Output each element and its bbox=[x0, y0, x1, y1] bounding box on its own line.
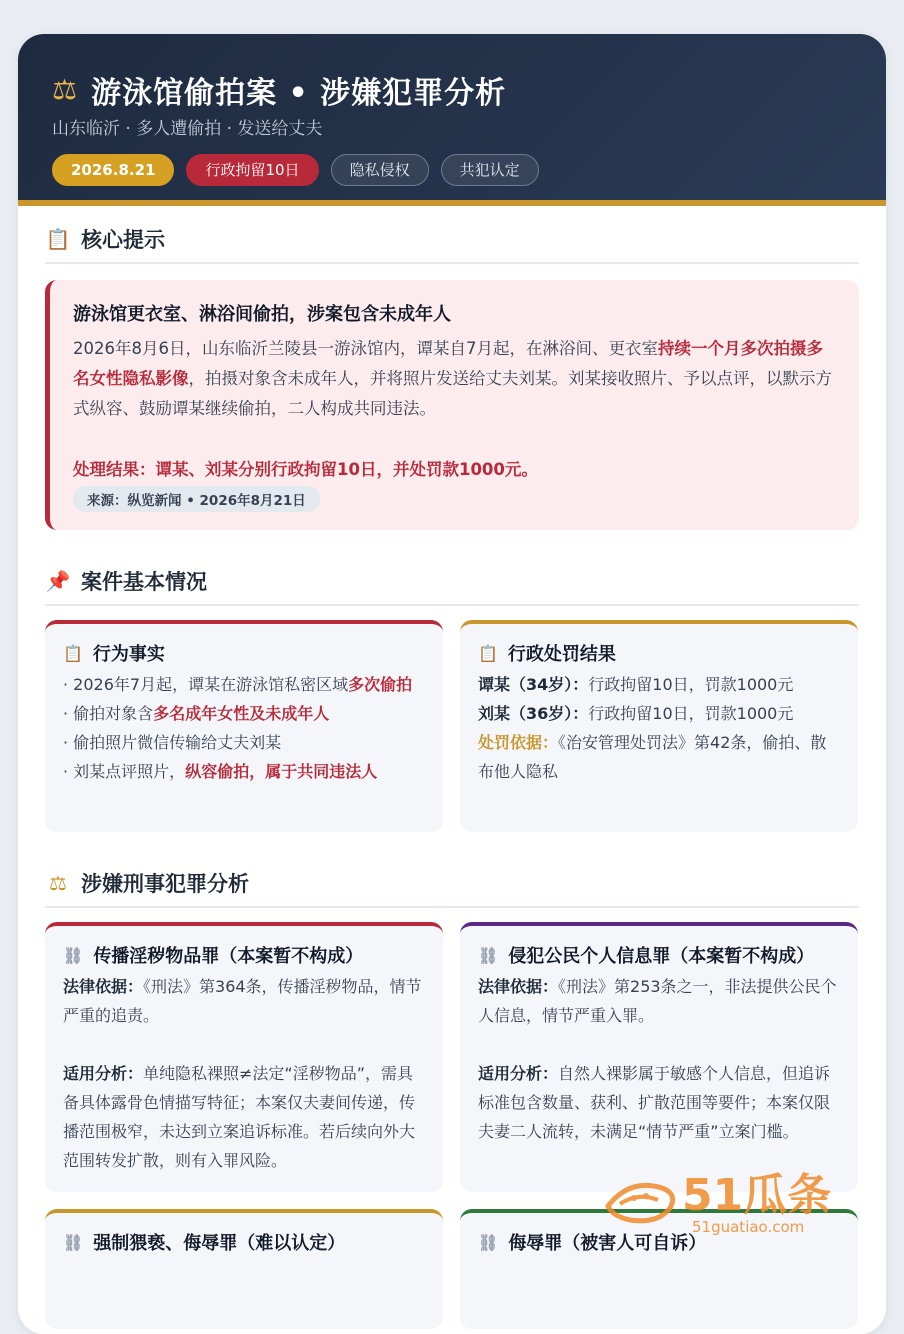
page-title: 游泳馆偷拍案 • 涉嫌犯罪分析 bbox=[91, 76, 507, 111]
list-item: · 刘某点评照片，纵容偷拍，属于共同违法人 bbox=[63, 762, 378, 781]
core-section-title: 核心提示 bbox=[81, 228, 165, 252]
chain-icon: ⛓ bbox=[63, 945, 84, 965]
alert-title: 游泳馆更衣室、淋浴间偷拍，涉案包含未成年人 bbox=[73, 304, 451, 325]
document-card bbox=[18, 34, 886, 1334]
basic-section-title: 案件基本情况 bbox=[81, 570, 207, 594]
facts-card bbox=[45, 620, 443, 832]
crime-card bbox=[460, 1209, 858, 1329]
header-banner bbox=[18, 34, 886, 206]
privacy-tag: 隐私侵权 bbox=[331, 154, 429, 186]
list-item: 处罚依据：《治安管理处罚法》第42条，偷拍、散布他人隐私 bbox=[478, 733, 827, 781]
legal-basis: 法律依据：《刑法》第253条之一，非法提供公民个人信息，情节严重入罪。 bbox=[478, 977, 837, 1025]
source-badge: 来源：纵览新闻 • 2026年8月21日 bbox=[73, 486, 320, 512]
alert-result: 处理结果：谭某、刘某分别行政拘留10日，并处罚款1000元。 bbox=[73, 460, 538, 479]
detention-tag: 行政拘留10日 bbox=[186, 154, 318, 186]
core-alert bbox=[45, 280, 859, 530]
watermark-url: 51guatiao.com bbox=[692, 1218, 805, 1236]
date-tag: 2026.8.21 bbox=[52, 154, 174, 186]
facts-list bbox=[63, 670, 425, 786]
crime-card-title: 传播淫秽物品罪（本案暂不构成） bbox=[93, 946, 364, 967]
accomplice-tag: 共犯认定 bbox=[441, 154, 539, 186]
page-subtitle: 山东临沂 · 多人遭偷拍 · 发送给丈夫 bbox=[52, 119, 323, 139]
core-section bbox=[18, 206, 886, 530]
list-item: · 偷拍照片微信传输给丈夫刘某 bbox=[63, 733, 282, 752]
penalty-list bbox=[478, 670, 840, 786]
list-item: · 偷拍对象含多名成年女性及未成年人 bbox=[63, 704, 330, 723]
clipboard-icon: 📋 bbox=[478, 643, 498, 663]
list-item: 刘某（36岁）：行政拘留10日，罚款1000元 bbox=[478, 704, 794, 723]
legal-basis: 法律依据：《刑法》第364条，传播淫秽物品，情节严重的追责。 bbox=[63, 977, 422, 1025]
applicability-analysis: 适用分析：自然人裸影属于敏感个人信息，但追诉标准包含数量、获利、扩散范围等要件；本案仅限夫妻二人流转，未满足“情节严重”立案门槛。 bbox=[478, 1064, 831, 1141]
chain-icon: ⛓ bbox=[478, 945, 499, 965]
list-item: · 2026年7月起，谭某在游泳馆私密区域多次偷拍 bbox=[63, 675, 413, 694]
clipboard-icon: 📋 bbox=[63, 643, 83, 663]
crime-card-title: 侵犯公民个人信息罪（本案暂不构成） bbox=[508, 946, 815, 967]
chain-icon: ⛓ bbox=[63, 1232, 84, 1252]
penalty-title: 行政处罚结果 bbox=[507, 644, 616, 665]
list-item: 谭某（34岁）：行政拘留10日，罚款1000元 bbox=[478, 675, 794, 694]
crime-card-title: 强制猥亵、侮辱罪（难以认定） bbox=[93, 1233, 346, 1254]
crime-card bbox=[45, 922, 443, 1192]
penalty-card bbox=[460, 620, 858, 832]
facts-title: 行为事实 bbox=[92, 644, 165, 665]
applicability-analysis: 适用分析：单纯隐私裸照≠法定“淫秽物品”，需具备具体露骨色情描写特征；本案仅夫妻间传递，传播范围极窄，未达到立案追诉标准。若后续向外大范围转发扩散，则有入罪风险。 bbox=[63, 1064, 416, 1170]
basic-section bbox=[18, 548, 886, 832]
crime-card bbox=[45, 1209, 443, 1329]
pushpin-icon: 📌 bbox=[45, 569, 71, 593]
crime-card bbox=[460, 922, 858, 1192]
crime-card-title: 侮辱罪（被害人可自诉） bbox=[508, 1233, 707, 1254]
watermark-brand: 51瓜条 bbox=[682, 1170, 832, 1221]
chain-icon: ⛓ bbox=[478, 1232, 499, 1252]
scales-icon: ⚖ bbox=[49, 871, 67, 895]
crime-section bbox=[18, 850, 886, 1329]
alert-body: 2026年8月6日，山东临沂兰陵县一游泳馆内，谭某自7月起，在淋浴间、更衣室持续一个月多次拍摄多名女性隐私影像，拍摄对象含未成年人，并将照片发送给丈夫刘某。刘某接收照片、予以点评，以默示方式纵容、鼓励谭某继续偷拍，二人构成共同违法。 bbox=[73, 339, 832, 418]
crime-section-title: 涉嫌刑事犯罪分析 bbox=[81, 872, 249, 896]
scales-icon: ⚖ bbox=[52, 73, 78, 106]
tag-row bbox=[52, 154, 886, 186]
clipboard-icon: 📋 bbox=[45, 227, 71, 251]
